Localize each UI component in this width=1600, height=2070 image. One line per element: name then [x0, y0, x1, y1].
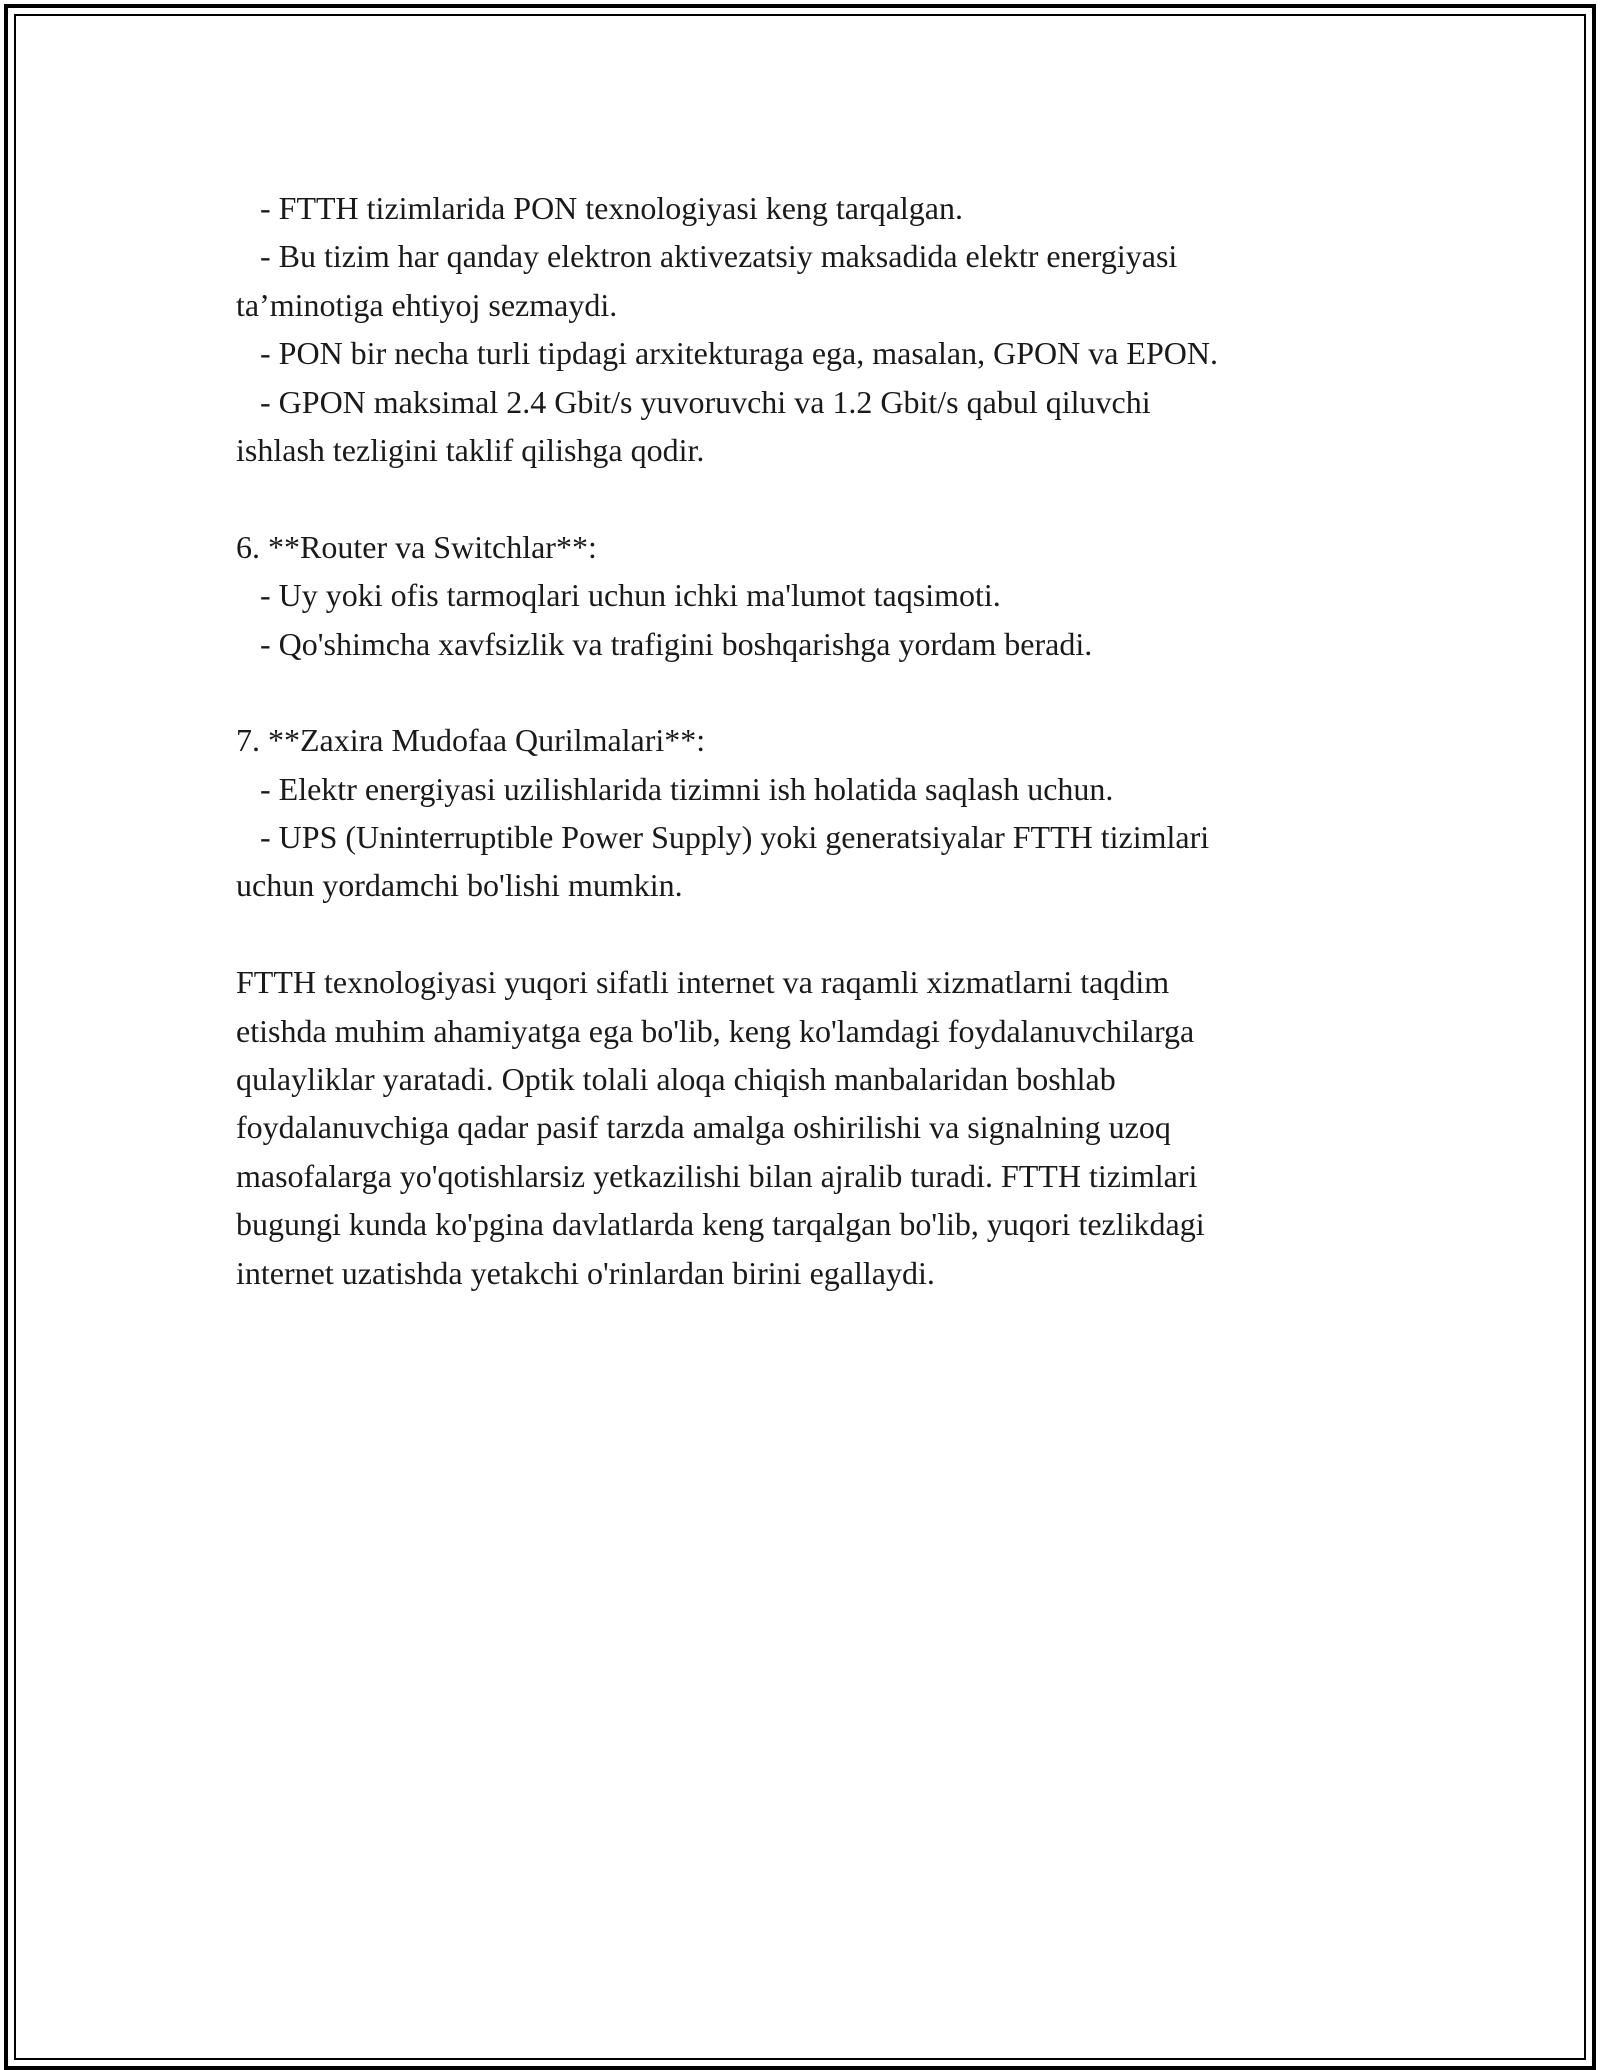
blank-line [236, 668, 1386, 716]
conclusion-line: masofalarga yo'qotishlarsiz yetkazilishi bilan ajralib turadi. FTTH tizimlari [236, 1157, 1198, 1194]
section-heading-6: 6. **Router va Switchlar**: [236, 528, 597, 565]
text-line: ishlash tezligini taklif qilishga qodir. [236, 431, 705, 468]
blank-line [236, 910, 1386, 958]
conclusion-line: internet uzatishda yetakchi o'rinlardan birini egallaydi. [236, 1254, 935, 1291]
text-line: - Bu tizim har qanday elektron aktivezatsiy maksadida elektr energiyasi [236, 238, 1178, 275]
text-line: - GPON maksimal 2.4 Gbit/s yuvoruvchi va 1.2 Gbit/s qabul qiluvchi [236, 383, 1151, 420]
conclusion-line: FTTH texnologiyasi yuqori sifatli internet va raqamli xizmatlarni taqdim [236, 964, 1170, 1001]
text-line: uchun yordamchi bo'lishi mumkin. [236, 867, 683, 904]
text-line: ta’minotiga ehtiyoj sezmaydi. [236, 286, 618, 323]
text-line: - Elektr energiyasi uzilishlarida tizimni ish holatida saqlash uchun. [236, 770, 1114, 807]
text-line: - FTTH tizimlarida PON texnologiyasi keng tarqalgan. [236, 190, 963, 226]
document-body [236, 184, 1386, 1297]
conclusion-line: qulayliklar yaratadi. Optik tolali aloqa chiqish manbalaridan boshlab [236, 1061, 1116, 1098]
text-line: - UPS (Uninterruptible Power Supply) yoki generatsiyalar FTTH tizimlari [236, 819, 1210, 856]
text-line: - Qo'shimcha xavfsizlik va trafigini boshqarishga yordam beradi. [236, 625, 1093, 662]
conclusion-line: bugungi kunda ko'pgina davlatlarda keng tarqalgan bo'lib, yuqori tezlikdagi [236, 1206, 1205, 1243]
text-line: - PON bir necha turli tipdagi arxitekturaga ega, masalan, GPON va EPON. [236, 335, 1218, 372]
text-line: - Uy yoki ofis tarmoqlari uchun ichki ma'lumot taqsimoti. [236, 577, 1001, 614]
conclusion-line: foydalanuvchiga qadar pasif tarzda amalga oshirilishi va signalning uzoq [236, 1109, 1171, 1146]
conclusion-line: etishda muhim ahamiyatga ega bo'lib, keng ko'lamdagi foydalanuvchilarga [236, 1012, 1195, 1049]
section-heading-7: 7. **Zaxira Mudofaa Qurilmalari**: [236, 722, 706, 759]
blank-line [236, 474, 1386, 522]
